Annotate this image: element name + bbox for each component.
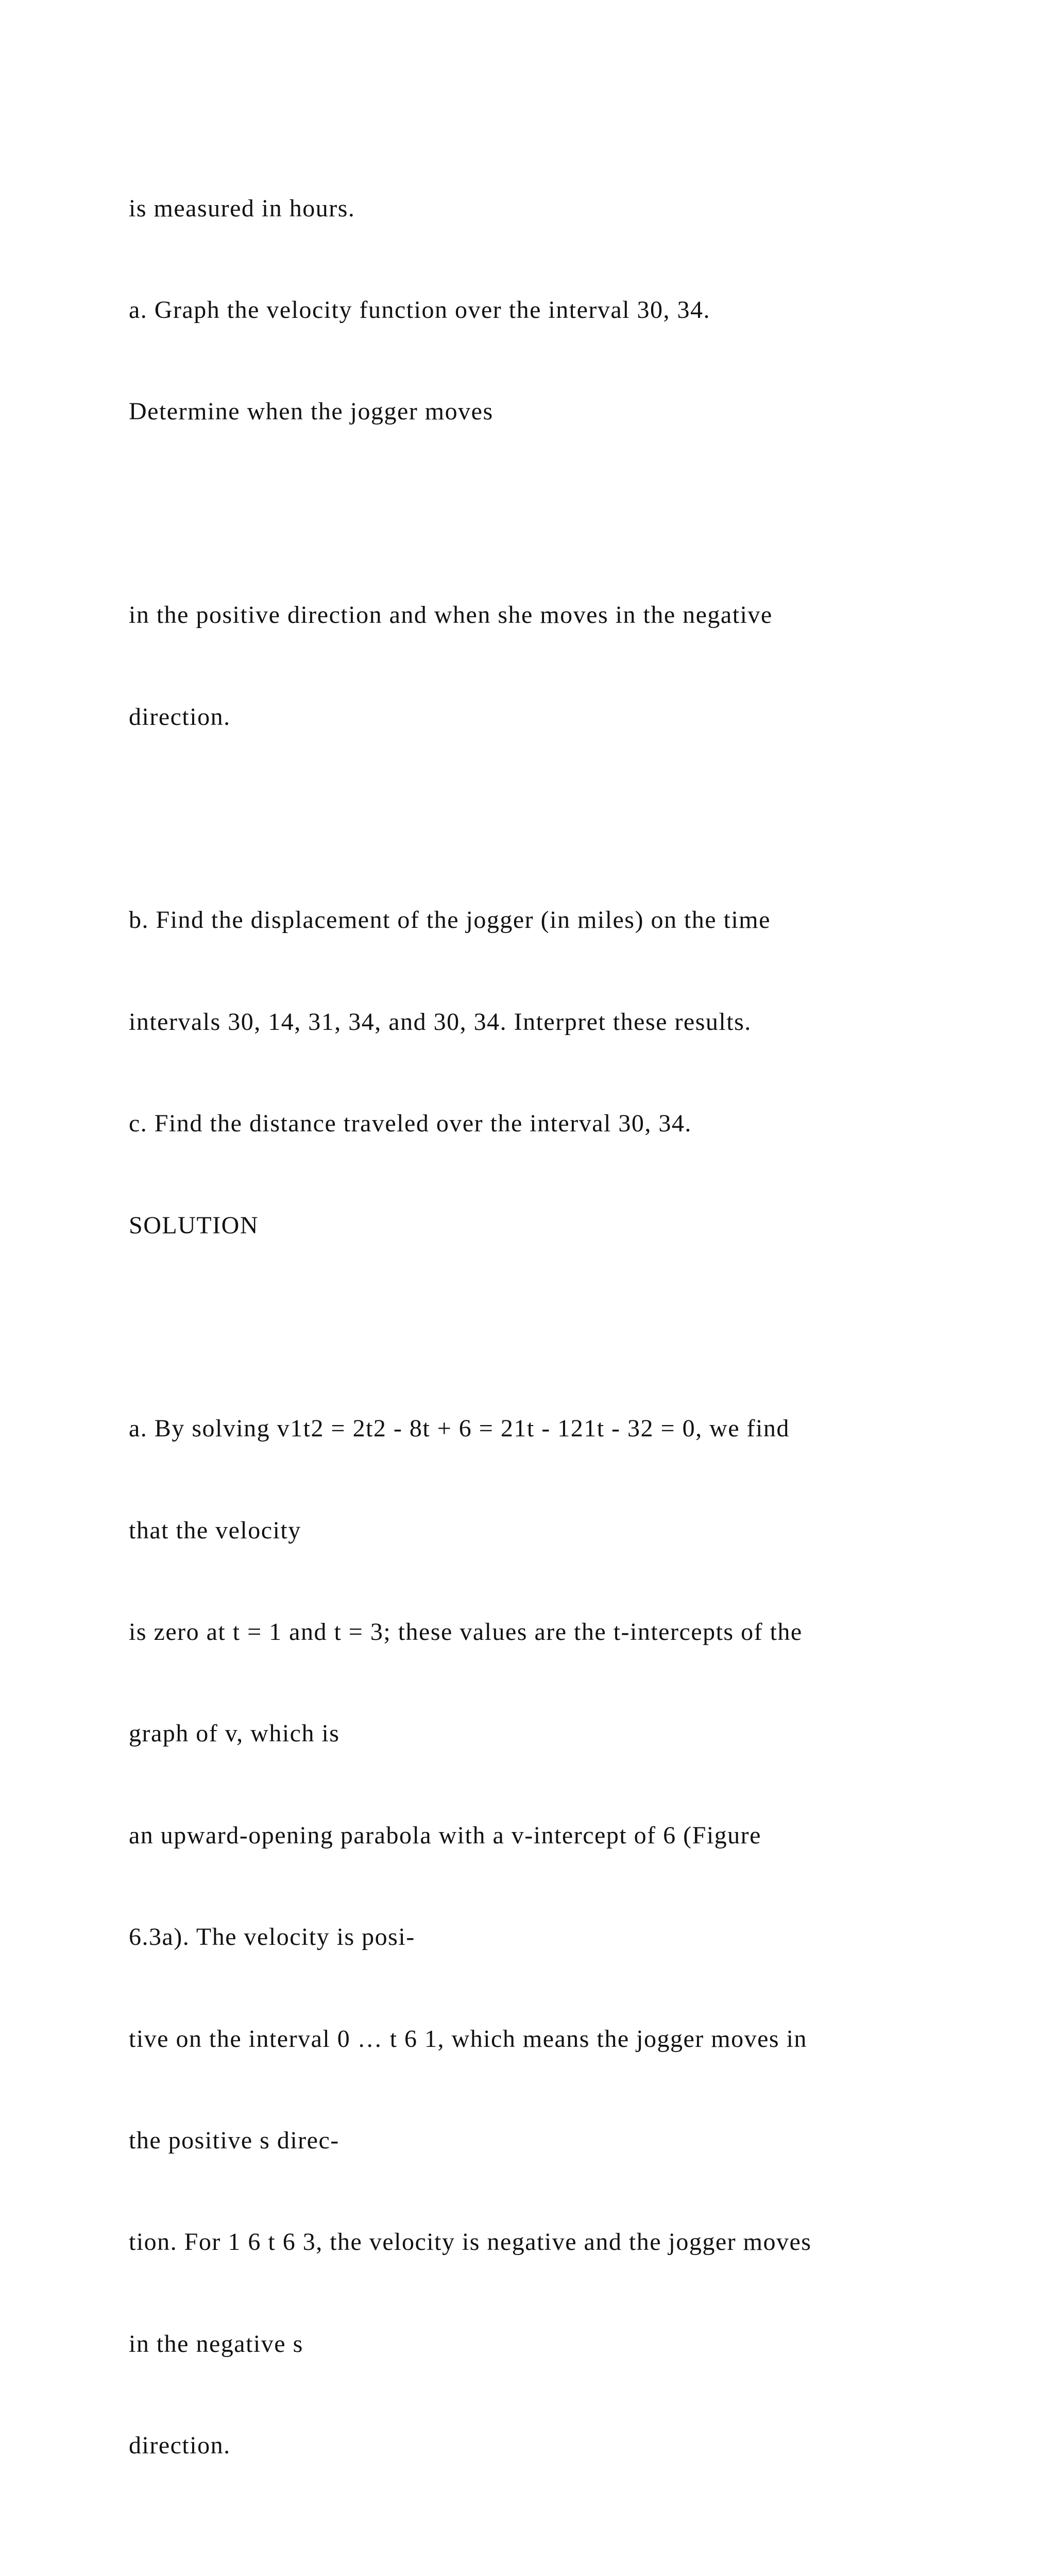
text-line: a. By solving v1t2 = 2t2 - 8t + 6 = 21t - 121t - 32 = 0, we find — [129, 1415, 790, 1443]
document-text — [129, 124, 1005, 2576]
section-heading: SOLUTION — [129, 1211, 259, 1239]
blank-line — [129, 802, 1005, 836]
text-line: graph of v, which is — [129, 1720, 340, 1748]
text-line: direction. — [129, 703, 231, 731]
blank-line — [129, 1310, 1005, 1344]
text-line: direction. — [129, 2432, 231, 2460]
text-line: tion. For 1 6 t 6 3, the velocity is negative and the jogger moves — [129, 2228, 812, 2256]
text-line: Determine when the jogger moves — [129, 398, 494, 426]
text-line: is zero at t = 1 and t = 3; these values are the t-intercepts of the — [129, 1618, 803, 1646]
text-line: intervals 30, 14, 31, 34, and 30, 34. Interpret these results. — [129, 1008, 752, 1036]
blank-line — [129, 2531, 1005, 2565]
text-line: that the velocity — [129, 1516, 301, 1544]
text-line: an upward-opening parabola with a v-intercept of 6 (Figure — [129, 1821, 761, 1849]
blank-line — [129, 497, 1005, 531]
text-line: tive on the interval 0 … t 6 1, which means the jogger moves in — [129, 2025, 807, 2053]
text-line: 6.3a). The velocity is posi- — [129, 1923, 415, 1951]
text-line: in the negative s — [129, 2330, 303, 2358]
text-line: in the positive direction and when she moves in the negative — [129, 601, 773, 629]
text-line: is measured in hours. — [129, 194, 355, 222]
text-line: c. Find the distance traveled over the interval 30, 34. — [129, 1110, 692, 1138]
text-line: a. Graph the velocity function over the interval 30, 34. — [129, 296, 711, 324]
text-line: the positive s direc- — [129, 2127, 339, 2155]
text-line: b. Find the displacement of the jogger (in miles) on the time — [129, 906, 771, 934]
